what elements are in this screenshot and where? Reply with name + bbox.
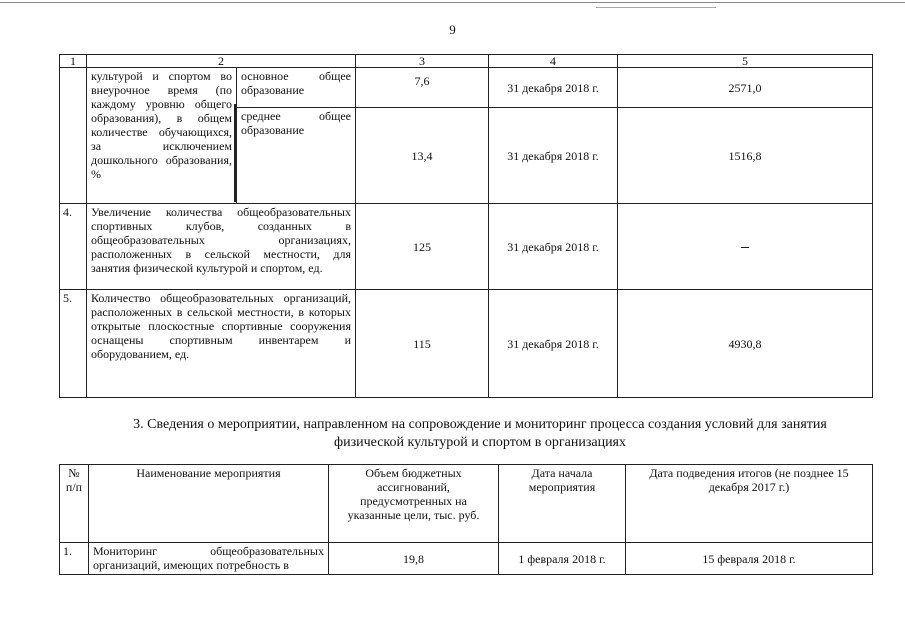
col-header-3: 3: [356, 55, 489, 68]
amount-empty: [618, 204, 873, 290]
indicators-table: [59, 54, 873, 398]
row-number: [60, 68, 87, 204]
indicator-name: культурой и спортом во внеурочное время (по каждому уровню общего образования), в общем количестве обучающихся, за исключением дошкольного образования, %: [87, 68, 237, 204]
header-name: Наименование мероприятия: [89, 465, 329, 543]
header-start-date: Дата начала мероприятия: [499, 465, 626, 543]
table-row: [60, 543, 873, 575]
indicator-value: 7,6: [356, 68, 489, 108]
start-date: 1 февраля 2018 г.: [499, 543, 626, 575]
education-level: среднее общее образование: [237, 108, 356, 204]
target-date: 31 декабря 2018 г.: [489, 68, 618, 108]
top-rule-short: [596, 7, 716, 8]
header-end-date: Дата подведения итогов (не позднее 15 декабря 2017 г.): [626, 465, 873, 543]
indicator-name: Увеличение количества общеобразовательных спортивных клубов, созданных в общеобразовательных организациях, расположенных в сельской местности, для занятия физической культурой и спортом, ед.: [87, 204, 356, 290]
table-header-row: [60, 465, 873, 543]
row-number: 5.: [60, 290, 87, 398]
row-number: 4.: [60, 204, 87, 290]
indicator-value: 115: [356, 290, 489, 398]
table-header-row: [60, 55, 873, 68]
row-number: 1.: [60, 543, 89, 575]
table-row: [60, 204, 873, 290]
indicator-value: 125: [356, 204, 489, 290]
section-heading-line-2: физической культурой и спортом в организациях: [334, 435, 626, 450]
top-rule: [0, 2, 905, 3]
col-header-2: 2: [87, 55, 356, 68]
page-number: 9: [449, 22, 456, 37]
budget-value: 19,8: [329, 543, 499, 575]
education-level: основное общее образование: [237, 68, 356, 108]
header-budget: Объем бюджетных ассигнований, предусмотренных на указанные цели, тыс. руб.: [329, 465, 499, 543]
target-date: 31 декабря 2018 г.: [489, 108, 618, 204]
col-header-4: 4: [489, 55, 618, 68]
table-row: [60, 68, 873, 108]
amount: 1516,8: [618, 108, 873, 204]
dash-mark: [741, 247, 749, 248]
end-date: 15 февраля 2018 г.: [626, 543, 873, 575]
amount: 4930,8: [618, 290, 873, 398]
col-header-5: 5: [618, 55, 873, 68]
table-row: [60, 290, 873, 398]
activities-table: [59, 464, 873, 575]
target-date: 31 декабря 2018 г.: [489, 204, 618, 290]
activity-name: Мониторинг общеобразовательных организаций, имеющих потребность в: [89, 543, 329, 575]
indicator-name: Количество общеобразовательных организаций, расположенных в сельской местности, в которых открытые плоскостные спортивные сооружения оснащены спортивным инвентарем и оборудованием, ед.: [87, 290, 356, 398]
header-number: № п/п: [60, 465, 89, 543]
col-header-1: 1: [60, 55, 87, 68]
section-heading: [80, 416, 880, 452]
indicator-value: 13,4: [356, 108, 489, 204]
target-date: 31 декабря 2018 г.: [489, 290, 618, 398]
column-divider: [234, 104, 236, 202]
amount: 2571,0: [618, 68, 873, 108]
section-heading-line-1: 3. Сведения о мероприятии, направленном на сопровождение и мониторинг процесса создания условий для занятия: [133, 417, 827, 432]
